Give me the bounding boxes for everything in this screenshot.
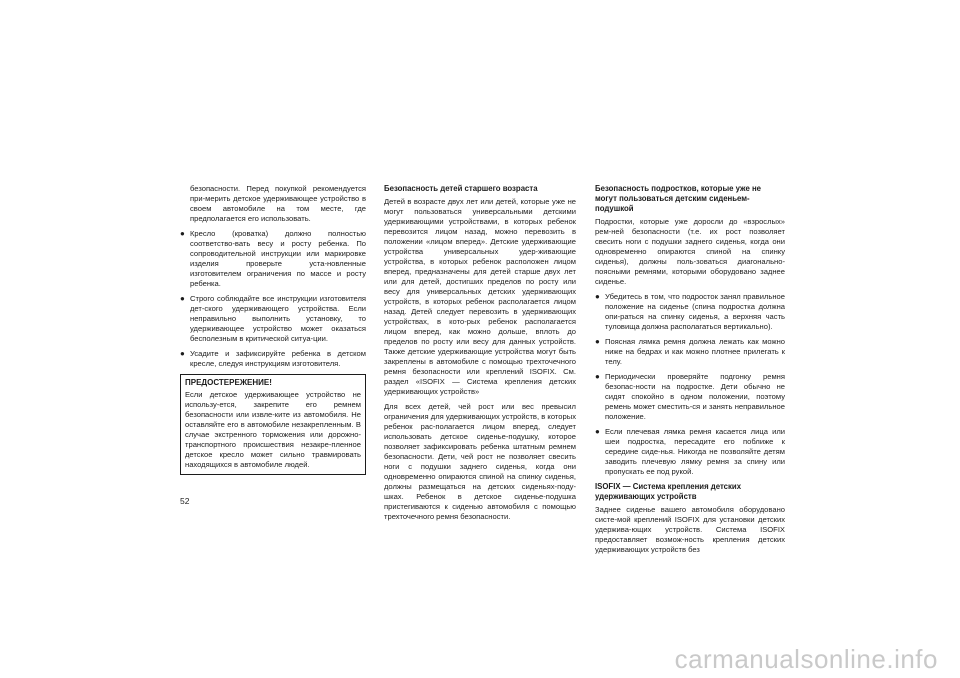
list-item: ● Строго соблюдайте все инструкции изготовителя дет-ского удерживающего устройства. Если неправильно выполнить установку, то удерживающее устройство может оказаться бесполезным в критической ситуа-ции. [180,294,366,343]
warning-box [180,374,366,475]
intro-paragraph: безопасности. Перед покупкой рекомендуется при-мерить детское удерживающее устройство в своем автомобиле на том месте, где предполагается его использовать. [190,184,366,223]
section-heading: Безопасность детей старшего возраста [384,184,538,193]
bullet-icon: ● [595,372,600,381]
column-middle [384,184,576,527]
warning-title: ПРЕДОСТЕРЕЖЕНИЕ! [185,378,272,387]
list-item: ● Кресло (кроватка) должно полностью соответство-вать весу и росту ребенка. По сопроводительной инструкции или маркировке изделия проверьте уста-новленные изготовителем ограничения по массе и росту ребенка. [180,229,366,288]
bullet-icon: ● [595,292,600,301]
warning-text: Если детское удерживающее устройство не использу-ется, закрепите его ремнем безопасности или извле-ките из автомобиля. Не оставляйте его в автомобиле незакрепленным. В случае экстренного торможения или дорожно-транспортного происшествия незакре-пленное детское кресло может сильно травмировать находящихся в автомобиле людей. [185,390,361,469]
column-left [180,184,366,475]
list-item: ● Поясная лямка ремня должна лежать как можно ниже на бедрах и как можно плотнее прилегать к телу. [595,337,785,366]
section-heading: Безопасность подростков, которые уже не могут пользоваться детским сиденьем-подушкой [595,184,762,213]
bullet-list [180,229,366,369]
list-item: ● Если плечевая лямка ремня касается лица или шеи подростка, пересадите его поближе к середине сиде-нья. Никогда не позволяйте детям заводить плечевую лямку ремня за спину или пропускать ее под рукой. [595,427,785,476]
list-item: ● Убедитесь в том, что подросток занял правильное положение на сиденье (спина подростка должна опи-раться на спинку сиденья, а верхняя часть туловища должна располагаться вертикально). [595,292,785,331]
bullet-icon: ● [180,229,185,238]
paragraph: Для всех детей, чей рост или вес превысил ограничения для удерживающих устройств, в которых ребенок рас-полагается лицом вперед, следует использовать детское сиденье-подушку, которое позволяет зафиксировать ребенка штатным ремнем безопасности. Дети, чей рост не позволяет свесить ноги с подушки заднего сиденья, когда они одновременно опираются спиной на спинку сиденья, должны размещаться на детских сиденьях-поду-шках. Ребенок в детское сиденье-подушка пристегиваются к сиденью автомобиля с помощью трехточечного ремня безопасности. [384,402,576,521]
list-item: ● Периодически проверяйте подгонку ремня безопас-ности на подростке. Дети обычно не сидят спокойно в одном положении, поэтому ремень может сместить-ся и занять неправильное положение. [595,372,785,421]
bullet-icon: ● [180,294,185,303]
bullet-icon: ● [180,349,185,358]
section-heading: ISOFIX — Система крепления детских удерживающих устройств [595,482,742,501]
paragraph: Подростки, которые уже доросли до «взрослых» рем-ней безопасности (т.е. их рост позволяет свесить ноги с подушки заднего сиденья, когда они одновременно опираются спиной на спинку сиденья), должны поль-зоваться диагонально-поясными ремнями, которыми оборудовано заднее сиденье. [595,217,785,286]
paragraph: Детей в возрасте двух лет или детей, которые уже не могут пользоваться универсальными детскими удерживающими устройствами, в которых ребенок перевозится лицом назад, можно перевозить в положении «лицом вперед». Детские удерживающие устройства универсальных удер-живающие устройства, в которых ребенок расположен лицом вперед, предназначены для детей старше двух лет или для детей, достигших пределов по росту или весу для универсальных детских удерживающих устройств, в которых ребенок располагается лицом назад. Детей следует перевозить в удерживающих устройствах, в кото-рых ребенок располагается лицом вперед, как можно дольше, вплоть до пределов по росту или весу для данных устройств. Также детские удерживающие устройства могут быть закреплены в автомобиле с помощью трехточечного ремня безопасности или креплений ISOFIX. См. раздел «ISOFIX — Система крепления детских удерживающих устройств» [384,197,576,396]
bullet-icon: ● [595,337,600,346]
paragraph: Заднее сиденье вашего автомобиля оборудовано систе-мой креплений ISOFIX для установки детских удержива-ющих устройств. Система ISOFIX предоставляет возмож-ность крепления детских удерживающих устройств без [595,505,785,554]
list-item: ● Усадите и зафиксируйте ребенка в детском кресле, следуя инструкциям изготовителя. [180,349,366,368]
column-right [595,184,785,560]
bullet-icon: ● [595,427,600,436]
watermark: carmanualsonline.info [674,644,938,674]
page-number: 52 [180,496,190,506]
bullet-list [595,292,785,477]
